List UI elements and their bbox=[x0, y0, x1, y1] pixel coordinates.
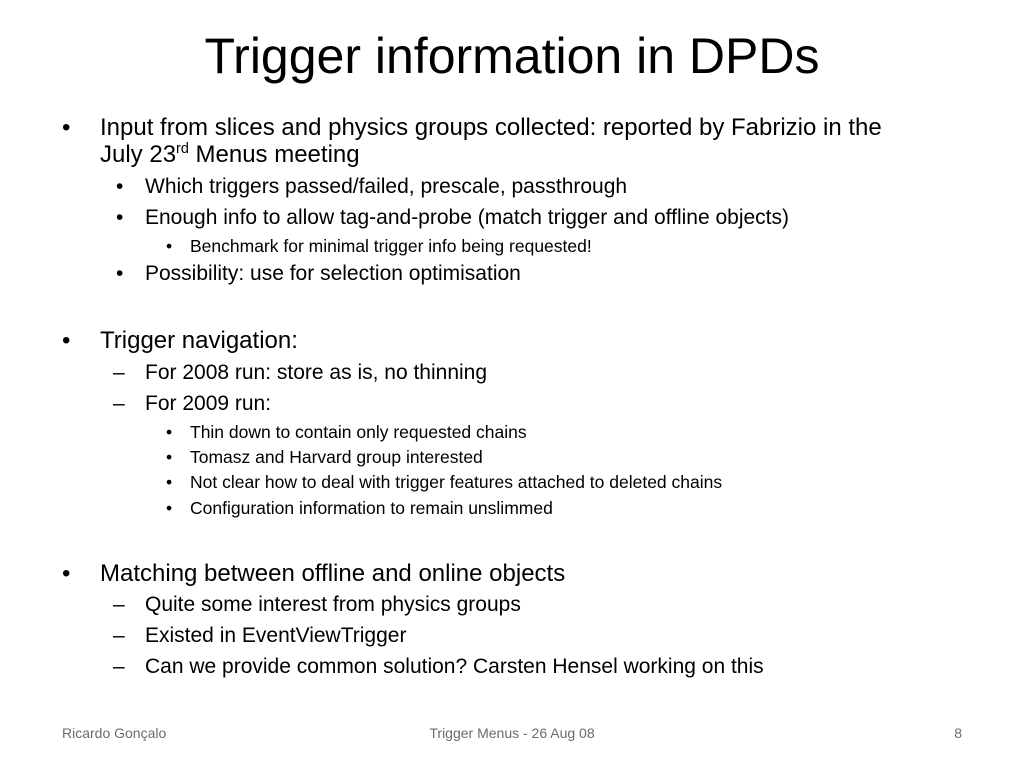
footer-author: Ricardo Gonçalo bbox=[62, 725, 167, 741]
subsub-bullet-text: Benchmark for minimal trigger info being requested! bbox=[190, 236, 592, 256]
dash-icon: – bbox=[113, 593, 125, 616]
subsub-bullet-text: Configuration information to remain unslimmed bbox=[190, 498, 553, 518]
dash-text: Can we provide common solution? Carsten Hensel working on this bbox=[145, 655, 764, 678]
dash-text: Existed in EventViewTrigger bbox=[145, 624, 407, 647]
dash-text: For 2009 run: bbox=[145, 392, 272, 415]
footer-event: Trigger Menus - 26 Aug 08 bbox=[429, 725, 595, 741]
superscript: rd bbox=[176, 141, 189, 157]
footer-page-number: 8 bbox=[954, 725, 962, 741]
dash-icon: – bbox=[113, 624, 125, 647]
bullet-dot-icon: • bbox=[166, 447, 173, 467]
bullet-dot-icon: • bbox=[166, 472, 173, 492]
bullet-dot-icon: • bbox=[116, 206, 124, 229]
dash-text: For 2008 run: store as is, no thinning bbox=[145, 361, 488, 384]
bullet-text: Matching between offline and online objects bbox=[100, 560, 566, 587]
bullet-text: Trigger navigation: bbox=[100, 327, 298, 354]
text-part: Menus meeting bbox=[188, 141, 360, 168]
bullet-dot-icon: • bbox=[62, 327, 71, 354]
dash-icon: – bbox=[113, 361, 125, 384]
sub-bullet-text: Enough info to allow tag-and-probe (match trigger and offline objects) bbox=[145, 206, 789, 229]
subsub-bullet-text: Not clear how to deal with trigger features attached to deleted chains bbox=[190, 472, 723, 492]
sub-bullet-text: Which triggers passed/failed, prescale, passthrough bbox=[145, 175, 628, 198]
text-part: July 23 bbox=[100, 141, 177, 168]
bullet-dot-icon: • bbox=[166, 422, 173, 442]
dash-icon: – bbox=[113, 655, 125, 678]
bullet-text: Input from slices and physics groups collected: reported by Fabrizio in the bbox=[100, 114, 882, 141]
dash-text: Quite some interest from physics groups bbox=[145, 593, 521, 616]
bullet-dot-icon: • bbox=[166, 498, 173, 518]
slide-title: Trigger information in DPDs bbox=[204, 28, 820, 84]
bullet-dot-icon: • bbox=[62, 114, 71, 141]
bullet-dot-icon: • bbox=[116, 262, 124, 285]
sub-bullet-text: Possibility: use for selection optimisation bbox=[145, 262, 521, 285]
dash-icon: – bbox=[113, 392, 125, 415]
bullet-dot-icon: • bbox=[166, 236, 173, 256]
subsub-bullet-text: Tomasz and Harvard group interested bbox=[190, 447, 483, 467]
bullet-dot-icon: • bbox=[116, 175, 124, 198]
bullet-dot-icon: • bbox=[62, 560, 71, 587]
subsub-bullet-text: Thin down to contain only requested chains bbox=[190, 422, 527, 442]
bullet-text bbox=[100, 141, 360, 169]
